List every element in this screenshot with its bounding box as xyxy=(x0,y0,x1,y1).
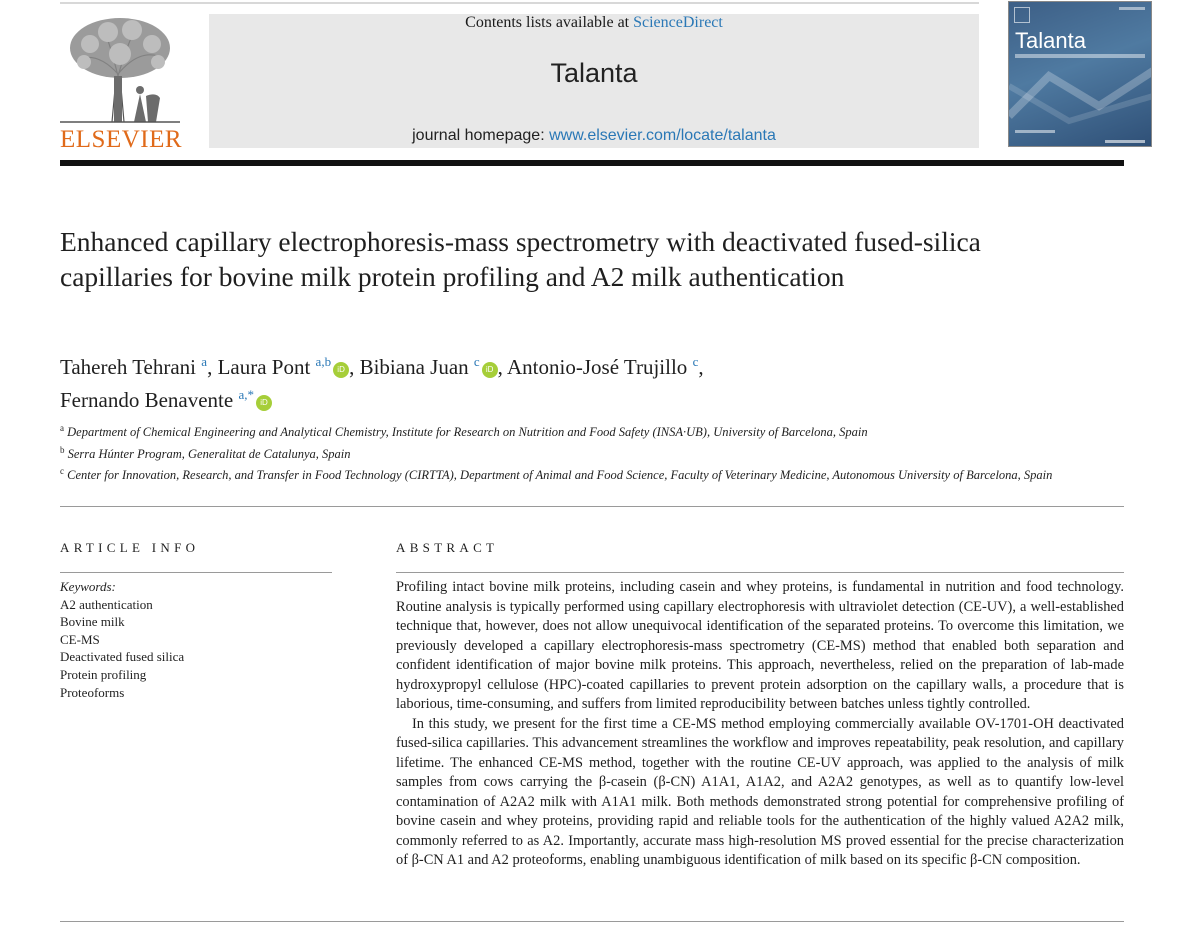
keyword-item[interactable]: Bovine milk xyxy=(60,614,125,630)
author-name[interactable]: Fernando Benavente xyxy=(60,388,234,412)
cover-subtitle-bar xyxy=(1015,54,1145,58)
journal-title: Talanta xyxy=(550,58,638,88)
abstract-paragraph: Profiling intact bovine milk proteins, including casein and whey proteins, is fundamental in nutrition and food technology. Routine analysis is typically performed using capillary electrophoresis with ultraviolet detection (CE-UV), a well-established technique that, however, does not allow unequivocal identification of the separated proteins. To overcome this limitation, we previously developed a capillary electrophoresis-mass spectrometry (CE-MS) method that enabled both separation and confident identification of major bovine milk proteins. This approach, nevertheless, relied on the preparation of lab-made hydroxypropyl cellulose (HPC)-coated capillaries to prevent protein adsorption on the capillary walls, a procedure that is laborious, time-consuming, and suffers from limited reproducibility between batches unless tightly controlled. xyxy=(396,579,1124,712)
keyword-item[interactable]: CE-MS xyxy=(60,631,100,647)
cover-pattern-icon xyxy=(1009,66,1152,126)
keywords-label: Keywords: xyxy=(60,579,116,594)
affiliation-text: Serra Húnter Program, Generalitat de Catalunya, Spain xyxy=(67,446,351,461)
author-separator: , xyxy=(497,355,508,379)
author-list xyxy=(60,348,960,414)
cover-footer-detail xyxy=(1015,130,1055,133)
author-name[interactable]: Tahereh Tehrani xyxy=(60,355,197,379)
keyword-item[interactable]: Proteoforms xyxy=(60,684,125,700)
elsevier-tree-icon xyxy=(60,14,180,124)
article-info-heading: ARTICLE INFO xyxy=(60,540,200,555)
sciencedirect-link[interactable]: ScienceDirect xyxy=(633,14,723,31)
article-info-rule xyxy=(60,572,332,573)
contents-line xyxy=(209,14,979,32)
orcid-icon[interactable]: iD xyxy=(333,362,349,378)
journal-homepage-line xyxy=(209,127,979,145)
header-top-rule xyxy=(60,2,979,4)
affiliation-item xyxy=(60,463,1124,485)
keywords-block xyxy=(60,578,330,701)
affiliation-item xyxy=(60,442,1124,464)
author-name[interactable]: Antonio-José Trujillo xyxy=(507,355,688,379)
orcid-icon[interactable]: iD xyxy=(256,395,272,411)
author-name[interactable]: Bibiana Juan xyxy=(359,355,469,379)
author-affiliation-mark[interactable]: a xyxy=(201,354,208,369)
affiliations-divider xyxy=(60,506,1124,507)
homepage-prefix: journal homepage: xyxy=(412,127,550,144)
author-affiliation-mark[interactable]: c xyxy=(692,354,699,369)
affiliation-mark: a xyxy=(60,423,64,433)
keyword-item[interactable]: Deactivated fused silica xyxy=(60,649,185,665)
affiliation-text: Center for Innovation, Research, and Transfer in Food Technology (CIRTTA), Department of Animal and Food Science, Faculty of Veterinary Medicine, Autonomous University of Barcelona, Spain xyxy=(67,468,1053,482)
cover-footer-detail-2 xyxy=(1105,140,1145,143)
header-divider xyxy=(60,160,1124,166)
journal-cover[interactable] xyxy=(1008,1,1152,147)
author-name[interactable]: Laura Pont xyxy=(217,355,311,379)
abstract-heading: ABSTRACT xyxy=(396,540,499,555)
publisher-name: ELSEVIER xyxy=(60,126,183,153)
journal-homepage-link[interactable]: www.elsevier.com/locate/talanta xyxy=(549,127,776,144)
author-affiliation-mark[interactable]: a,b xyxy=(315,354,332,369)
cover-detail xyxy=(1119,7,1145,10)
affiliations xyxy=(60,420,1124,485)
footer-rule xyxy=(60,921,1124,922)
keyword-item[interactable]: A2 authentication xyxy=(60,596,153,612)
affiliation-mark: c xyxy=(60,466,64,476)
affiliation-item xyxy=(60,420,1124,442)
cover-title: Talanta xyxy=(1015,28,1086,53)
author-separator: , xyxy=(207,355,218,379)
affiliation-text: Department of Chemical Engineering and Analytical Chemistry, Institute for Research on Nutrition and Food Safety (INSA·UB), University of Barcelona, Spain xyxy=(67,425,868,439)
article-title: Enhanced capillary electrophoresis-mass spectrometry with deactivated fused-silica capillaries for bovine milk protein profiling and A2 milk authentication xyxy=(60,226,981,292)
abstract-paragraph: In this study, we present for the first time a CE-MS method employing commercially available OV-1701-OH deactivated fused-silica capillaries. This advancement streamlines the workflow and improves repeatability, peak resolution, and capillary lifetime. The enhanced CE-MS method, together with the routine CE-UV approach, was applied to the analysis of milk samples from cows carrying the β-casein (β-CN) A1A1, A1A2, and A2A2 genotypes, as well as to quantify low-level contamination of A2A2 milk with A1A1 milk. Both methods demonstrated strong potential for comprehensive profiling of bovine casein and whey proteins, providing rapid and reliable tools for the authentication of the highly valued A2A2 milk, commonly referred to as A2. Importantly, accurate mass high-resolution MS proved essential for the precise characterization of β-CN A1 and A2 proteoforms, enabling unambiguous identification of milk based on its specific β-CN composition. xyxy=(396,715,1124,868)
affiliation-mark: b xyxy=(60,444,65,455)
elsevier-logo[interactable] xyxy=(60,14,183,153)
abstract-rule xyxy=(396,572,1124,573)
orcid-icon[interactable]: iD xyxy=(482,362,498,378)
keyword-item[interactable]: Protein profiling xyxy=(60,666,147,682)
author-separator: , xyxy=(698,355,704,379)
cover-logo-icon xyxy=(1014,7,1030,23)
author-separator: , xyxy=(349,355,360,379)
abstract-body xyxy=(396,578,1124,871)
author-affiliation-mark[interactable]: a,* xyxy=(238,387,254,402)
contents-prefix: Contents lists available at xyxy=(465,14,634,31)
author-affiliation-mark[interactable]: c xyxy=(473,354,480,369)
